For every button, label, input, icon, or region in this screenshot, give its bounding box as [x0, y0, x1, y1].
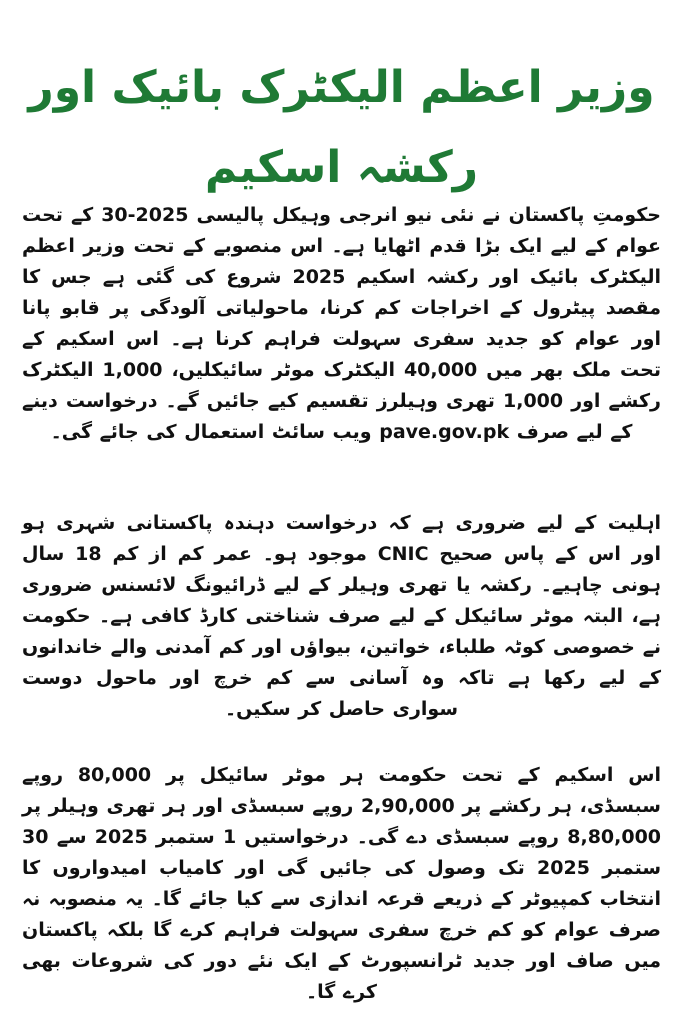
paragraph-intro: حکومتِ پاکستان نے نئی نیو انرجی وہیکل پالیسی 2025-30 کے تحت عوام کے لیے ایک بڑا قدم اٹھایا ہے۔ اس منصوبے کے تحت وزیر اعظم الیکٹرک بائیک اور رکشہ اسکیم 2025 شروع کی گئی ہے جس کا مقصد پیٹرول کے اخراجات کم کرنا، ماحولیاتی آلودگی پر قابو پانا اور عوام کو جدید سفری سہولت فراہم کرنا ہے۔ اس اسکیم کے تحت ملک بھر میں 40,000 الیکٹرک موٹر سائیکلیں، 1,000 الیکٹرک رکشے اور 1,000 تھری وہیلرز تقسیم کیے جائیں گے۔ درخواست دینے کے لیے صرف pave.gov.pk ویب سائٹ استعمال کی جائے گی۔ — [22, 204, 661, 443]
paragraph-subsidy: اس اسکیم کے تحت حکومت ہر موٹر سائیکل پر 80,000 روپے سبسڈی، ہر رکشے پر 2,90,000 روپے سبسڈی اور ہر تھری وہیلر پر 8,80,000 روپے سبسڈی دے گی۔ درخواستیں 1 ستمبر 2025 سے 30 ستمبر 2025 تک وصول کی جائیں گی اور کامیاب امیدواروں کا انتخاب کمپیوٹر کے ذریعے قرعہ اندازی سے کیا جائے گا۔ یہ منصوبہ نہ صرف عوام کو کم خرچ سفری سہولت فراہم کرے گا بلکہ پاکستان میں صاف اور جدید ٹرانسپورٹ کے ایک نئے دور کی شروعات بھی کرے گا۔ — [22, 764, 662, 1003]
page-title: وزیر اعظم الیکٹرک بائیک اور رکشہ اسکیم — [28, 62, 655, 193]
paragraph-eligibility: اہلیت کے لیے ضروری ہے کہ درخواست دہندہ پاکستانی شہری ہو اور اس کے پاس صحیح CNIC موجود ہو۔ عمر کم از کم 18 سال ہونی چاہیے۔ رکشہ یا تھری وہیلر کے لیے ڈرائیونگ لائسنس ضروری ہے، البتہ موٹر سائیکل کے لیے صرف شناختی کارڈ کافی ہے۔ حکومت نے خصوصی کوٹہ طلباء، خواتین، بیواؤں اور کم آمدنی والے خاندانوں کے لیے رکھا ہے تاکہ وہ آسانی سے کم خرچ اور ماحول دوست سواری حاصل کر سکیں۔ — [22, 512, 661, 720]
